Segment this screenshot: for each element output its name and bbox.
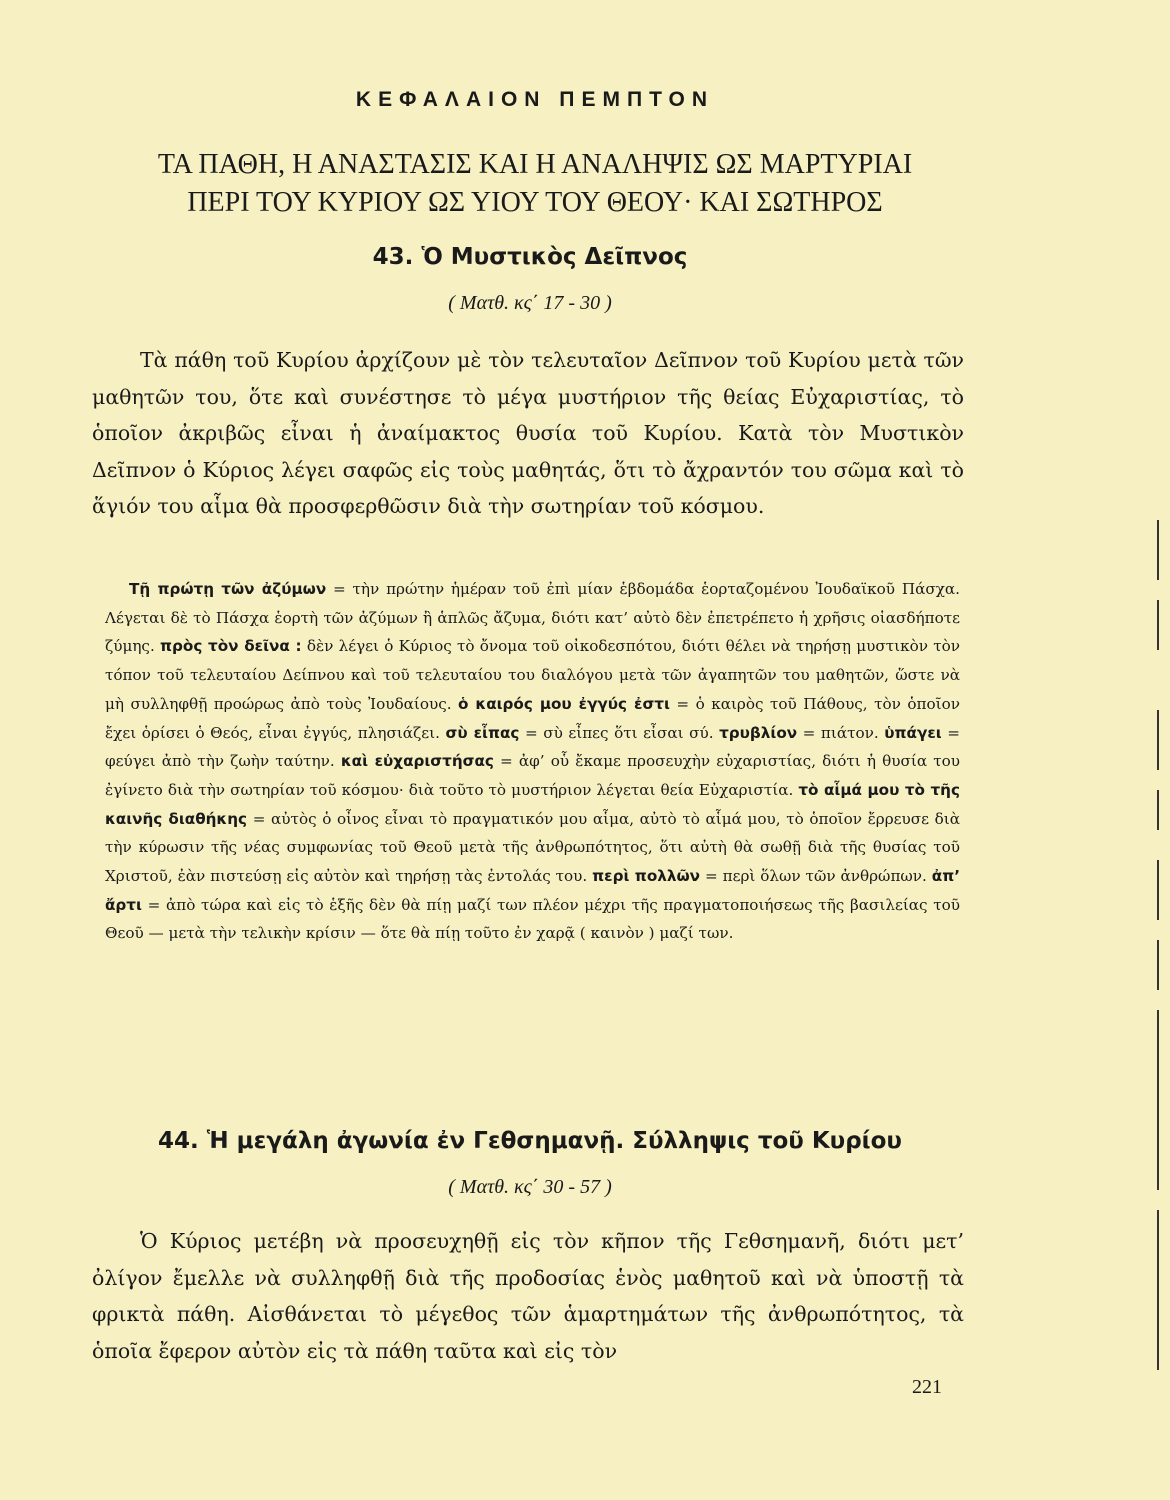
gloss-text: δὲν λέγει ὁ Κύριος τὸ ὄνομα τοῦ οἰκοδεσπότου, διότι θέλει νὰ τηρήσῃ μυστικὸν τὸν τόπον τοῦ τελευταίου Δείπνου καὶ τοῦ τελευταίου του διαλόγου μετὰ τῶν ἀγαπητῶν του μαθητῶν, ὥστε νὰ μὴ συλληφθῇ προώρως ἀπὸ τοὺς Ἰουδαίους.	[105, 637, 960, 713]
page-edge-mark	[1157, 520, 1159, 580]
gloss-term: περὶ πολλῶν	[592, 867, 701, 886]
chapter-title	[95, 146, 975, 222]
gloss-term: ἀπ’ ἄρτι	[105, 867, 961, 914]
gloss-term: Τῇ πρώτῃ τῶν ἀζύμων	[129, 580, 327, 598]
chapter-label: ΚΕΦΑΛΑΙΟΝ ΠΕΜΠΤΟΝ	[355, 88, 715, 111]
section-43-commentary	[105, 575, 960, 948]
gloss-text: = ἀπὸ τώρα καὶ εἰς τὸ ἑξῆς δὲν θὰ πίῃ μαζί των πλέον μέχρι τῆς πραγματοποιήσεως τῆς βασιλείας τοῦ Θεοῦ — μετὰ τὴν τελικὴν κρίσιν — ὅτε θὰ πίῃ τοῦτο ἐν χαρᾷ ( καινὸν ) μαζί των.	[105, 895, 960, 943]
page-number: 221	[912, 1376, 942, 1398]
gloss-term: σὺ εἶπας	[445, 723, 520, 742]
page-edge-mark	[1157, 1010, 1159, 1190]
section-44-reference: ( Ματθ. κς΄ 30 - 57 )	[448, 1176, 612, 1198]
page-edge-mark	[1157, 860, 1159, 920]
gloss-term: καὶ εὐχαριστήσας	[340, 752, 494, 771]
gloss-term: ὁ καιρός μου ἐγγύς ἐστι	[458, 694, 670, 713]
chapter-title-line-1: ΤΑ ΠΑΘΗ, Η ΑΝΑΣΤΑΣΙΣ ΚΑΙ Η ΑΝΑΛΗΨΙΣ ΩΣ ΜΑΡΤΥΡΙΑΙ	[157, 149, 913, 180]
gloss-text: = περὶ ὅλων τῶν ἀνθρώπων.	[700, 867, 932, 886]
page-edge-mark	[1157, 710, 1159, 770]
gloss-text: = ὁ καιρὸς τοῦ Πάθους, τὸν ὁποῖον ἔχει ὁρίσει ὁ Θεός, εἶναι ἐγγύς, πλησιάζει.	[105, 694, 960, 742]
section-44-title: 44. Ἡ μεγάλη ἀγωνία ἐν Γεθσημανῇ. Σύλληψις τοῦ Κυρίου	[158, 1128, 902, 1154]
gloss-term: τρυβλίον	[719, 723, 798, 742]
gloss-text: = αὐτὸς ὁ οἶνος εἶναι τὸ πραγματικόν μου αἷμα, αὐτὸ τὸ αἷμά μου, τὸ ὁποῖον ἔρρευσε διὰ τὴν κύρωσιν τῆς νέας συμφωνίας τοῦ Θεοῦ μετὰ τῆς ἀνθρωπότητος, ὅτι αὐτὴ θὰ σωθῇ διὰ τῆς θυσίας τοῦ Χριστοῦ, ἐὰν πιστεύσῃ εἰς αὐτὸν καὶ τηρήσῃ τὰς ἐντολάς του.	[105, 809, 960, 886]
gloss-term: πρὸς τὸν δεῖνα :	[160, 637, 302, 656]
section-43-reference: ( Ματθ. κς΄ 17 - 30 )	[448, 292, 612, 314]
gloss-text: = σὺ εἶπες ὅτι εἶσαι σύ.	[519, 723, 720, 742]
gloss-text: = πιάτον.	[797, 723, 885, 742]
chapter-title-line-2: ΠΕΡΙ ΤΟΥ ΚΥΡΙΟΥ ΩΣ ΥΙΟΥ ΤΟΥ ΘΕΟΥ· ΚΑΙ ΣΩΤΗΡΟΣ	[187, 187, 883, 218]
gloss-text: = ἀφ’ οὗ ἔκαμε προσευχὴν εὐχαριστίας, διότι ἡ θυσία του ἐγίνετο διὰ τὴν σωτηρίαν τοῦ κόσμου· διὰ τοῦτο τὸ μυστήριον λέγεται θεία Εὐχαριστία.	[105, 752, 960, 799]
section-43-title: 43. Ὁ Μυστικὸς Δεῖπνος	[372, 244, 688, 270]
gloss-text: = τὴν πρώτην ἡμέραν τοῦ ἐπὶ μίαν ἑβδομάδα ἑορταζομένου Ἰουδαϊκοῦ Πάσχα. Λέγεται δὲ τὸ Πάσχα ἑορτὴ τῶν ἀζύμων ἢ ἁπλῶς ἄζυμα, διότι κατ’ αὐτὸ δὲν ἐπετρέπετο ἡ χρῆσις οἱασδήποτε ζύμης.	[105, 580, 960, 656]
section-44-text: Ὁ Κύριος μετέβη νὰ προσευχηθῇ εἰς τὸν κῆπον τῆς Γεθσημανῆ, διότι μετ’ ὀλίγον ἔμελλε νὰ συλληφθῇ διὰ τῆς προδοσίας ἑνὸς μαθητοῦ καὶ νὰ ὑποστῇ τὰ φρικτὰ πάθη. Αἰσθάνεται τὸ μέγεθος τῶν ἁμαρτημάτων τῆς ἀνθρωπότητος, τὰ ὁποῖα ἔφερον αὐτὸν εἰς τὰ πάθη ταῦτα καὶ εἰς τὸν	[92, 1229, 964, 1363]
page-edge-mark	[1157, 1210, 1159, 1370]
gloss-term: τὸ αἷμά μου τὸ τῆς καινῆς διαθήκης	[105, 780, 960, 828]
section-43-text: Τὰ πάθη τοῦ Κυρίου ἀρχίζουν μὲ τὸν τελευταῖον Δεῖπνον τοῦ Κυρίου μετὰ τῶν μαθητῶν του, ὅτε καὶ συνέστησε τὸ μέγα μυστήριον τῆς θείας Εὐχαριστίας, τὸ ὁποῖον ἀκριβῶς εἶναι ἡ ἀναίμακτος θυσία τοῦ Κυρίου. Κατὰ τὸν Μυστικὸν Δεῖπνον ὁ Κύριος λέγει σαφῶς εἰς τοὺς μαθητάς, ὅτι τὸ ἄχραντόν του σῶμα καὶ τὸ ἅγιόν του αἷμα θὰ προσφερθῶσιν διὰ τὴν σωτηρίαν τοῦ κόσμου.	[92, 348, 964, 518]
page-edge-mark	[1157, 940, 1159, 990]
page-edge-mark	[1157, 600, 1159, 650]
gloss-term: ὑπάγει	[884, 723, 942, 742]
page-edge-mark	[1157, 790, 1159, 830]
gloss-text: = φεύγει ἀπὸ τὴν ζωὴν ταύτην.	[105, 723, 960, 771]
